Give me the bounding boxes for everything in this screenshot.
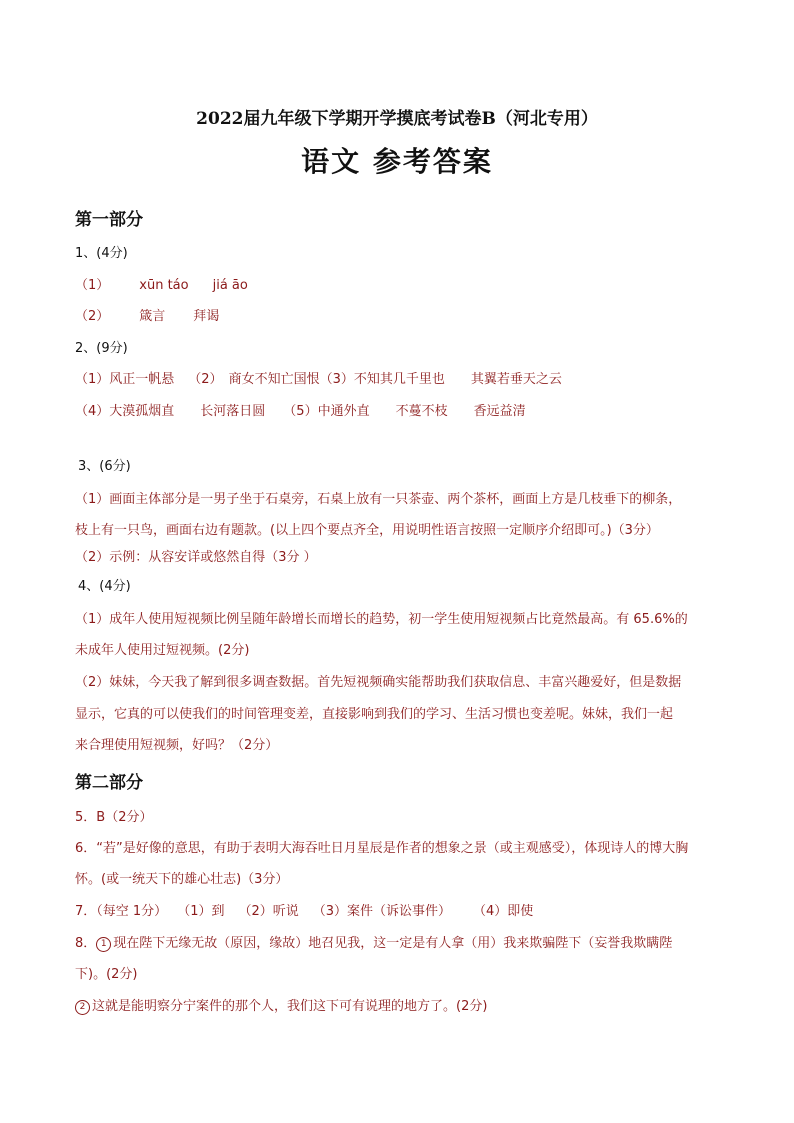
q4-answer-1-line1: （1）成年人使用短视频比例呈随年龄增长而增长的趋势，初一学生使用短视频占比竟然最高。有 65.6%的 <box>75 612 688 627</box>
q2-answer-5a: （5）中通外直 <box>283 404 370 419</box>
q1-row1-answer-b: jiá āo <box>212 278 248 293</box>
q2-answer-2: 商女不知亡国恨 <box>228 372 320 387</box>
q2-answer-3a: （3）不知其几千里也 <box>319 372 445 387</box>
q3-answer-1-line1: （1）画面主体部分是一男子坐于石桌旁，石桌上放有一只茶壶、两个茶杯，画面上方是几枝垂下的柳条， <box>75 492 682 507</box>
q4-answer-2-line1: （2）妹妹，今天我了解到很多调查数据。首先短视频确实能帮助我们获取信息、丰富兴趣爱好，但是数据 <box>75 675 682 690</box>
exam-title: 2022届九年级下学期开学摸底考试卷B（河北专用） <box>196 109 598 129</box>
q1-row1-num: （1） <box>75 278 110 293</box>
circled-number-1-icon: 1 <box>96 937 111 952</box>
q8-answer-2 <box>75 995 487 1015</box>
q8-answer-2-text: 这就是能明察分宁案件的那个人，我们这下可有说理的地方了。(2分) <box>92 999 488 1014</box>
q2-row2 <box>75 400 526 419</box>
q4-answer-1-line2: 未成年人使用过短视频。(2分) <box>75 643 250 658</box>
q3-answer-2: （2）示例：从容安详或悠然自得（3分 ） <box>75 550 317 565</box>
q6-answer-line1: 6．“若”是好像的意思，有助于表明大海吞吐日月星辰是作者的想象之景（或主观感受），体现诗人的博大胸 <box>75 841 689 856</box>
q7-answer-4: （4）即使 <box>473 904 534 919</box>
circled-number-2-icon: 2 <box>75 1000 90 1015</box>
q3-label: 3、(6分) <box>78 459 131 474</box>
q7-answer-2: （2）听说 <box>238 904 299 919</box>
q7-label: 7．（每空 1分） <box>75 904 168 919</box>
q4-label: 4、(4分) <box>78 579 131 594</box>
q1-row2-answer-b: 拜谒 <box>193 309 220 324</box>
q1-row1-answer-a: xūn táo <box>139 278 189 293</box>
q3-answer-1-line2: 枝上有一只鸟，画面右边有题款。(以上四个要点齐全，用说明性语言按照一定顺序介绍即可。)（3分） <box>75 523 659 538</box>
q7-answer-3: （3）案件（诉讼事件） <box>312 904 452 919</box>
q8-answer-1-text: 现在陛下无缘无故（原因，缘故）地召见我，这一定是有人拿（用）我来欺骗陛下（妄誉我欺瞒陛 <box>113 936 673 951</box>
q7-answer <box>75 900 533 919</box>
q1-row2 <box>75 305 219 324</box>
q7-answer-1: （1）到 <box>177 904 225 919</box>
q5-answer: 5．B（2分） <box>75 810 153 825</box>
q2-answer-5c: 香远益清 <box>473 404 526 419</box>
q1-row2-answer-a: 箴言 <box>139 309 166 324</box>
q2-answer-3b: 其翼若垂天之云 <box>470 372 562 387</box>
q8-answer-1-line2: 下)。(2分) <box>75 967 138 982</box>
part2-heading: 第二部分 <box>75 773 143 793</box>
q8-label: 8． <box>75 936 97 951</box>
q4-answer-2-line3: 来合理使用短视频，好吗？（2分） <box>75 738 279 753</box>
q2-answer-4a: （4）大漠孤烟直 <box>75 404 175 419</box>
q2-answer-5b: 不蔓不枝 <box>395 404 448 419</box>
document-title: 语文 参考答案 <box>301 145 493 178</box>
q2-answer-2-num: （2） <box>188 372 223 387</box>
q2-label: 2、(9分) <box>75 341 128 356</box>
q2-answer-4b: 长河落日圆 <box>200 404 266 419</box>
q4-answer-2-line2: 显示，它真的可以使我们的时间管理变差，直接影响到我们的学习、生活习惯也变差呢。妹妹，我们一起 <box>75 707 674 722</box>
q1-row2-num: （2） <box>75 309 110 324</box>
part1-heading: 第一部分 <box>75 210 143 230</box>
q2-row1 <box>75 368 562 387</box>
q6-answer-line2: 怀。(或一统天下的雄心壮志)（3分） <box>75 872 289 887</box>
q8-answer-1-line1 <box>75 932 672 952</box>
q2-answer-1: （1）风正一帆悬 <box>75 372 175 387</box>
q1-row1 <box>75 274 248 293</box>
q1-label: 1、(4分) <box>75 246 128 261</box>
